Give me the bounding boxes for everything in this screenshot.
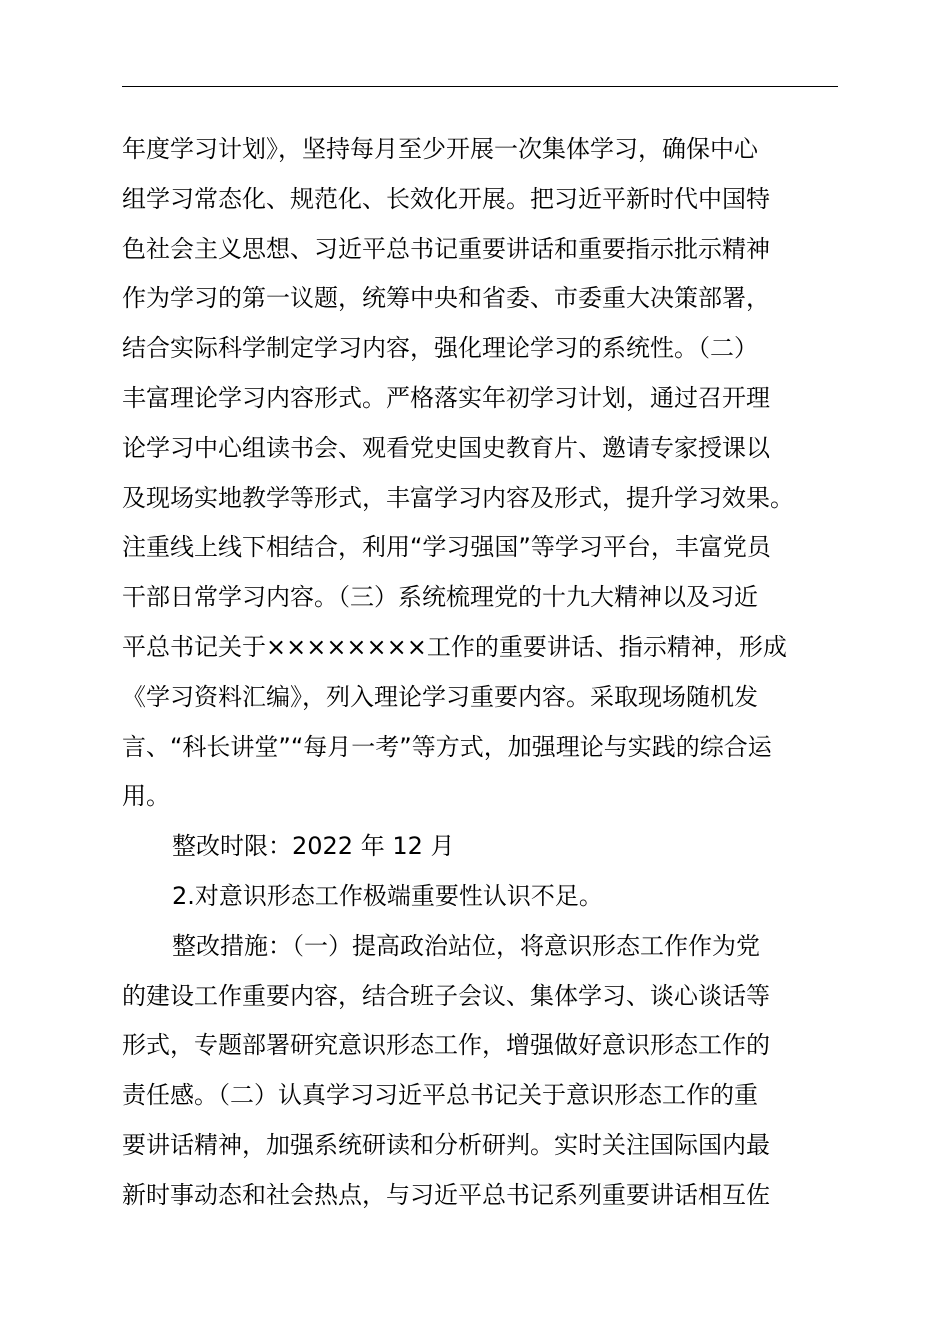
text-line: 的建设工作重要内容，结合班子会议、集体学习、谈心谈话等: [122, 981, 770, 1010]
text-line: 要讲话精神，加强系统研读和分析研判。实时关注国际国内最: [122, 1130, 770, 1159]
text-line: 年度学习计划》，坚持每月至少开展一次集体学习，确保中心: [122, 135, 758, 163]
measures-line: 整改措施：（一）提高政治站位，将意识形态工作作为党: [172, 931, 760, 960]
issue-heading: 2.对意识形态工作极端重要性认识不足。: [172, 881, 603, 910]
text-line: 作为学习的第一议题，统筹中央和省委、市委重大决策部署，: [122, 284, 770, 313]
deadline-line: 整改时限：2022 年 12 月: [172, 832, 455, 861]
text-line: 用。: [122, 782, 170, 811]
document-body: [122, 125, 838, 1221]
text-line: 平总书记关于××××××××工作的重要讲话、指示精神，形成: [122, 632, 787, 661]
text-line: 结合实际科学制定学习内容，强化理论学习的系统性。（二）: [122, 334, 758, 363]
header-rule: [122, 86, 838, 87]
text-line: 《学习资料汇编》，列入理论学习重要内容。采取现场随机发: [122, 682, 758, 711]
text-line: 及现场实地教学等形式，丰富学习内容及形式，提升学习效果。: [122, 483, 794, 512]
text-line: 形式，专题部署研究意识形态工作，增强做好意识形态工作的: [122, 1031, 770, 1060]
text-line: 言、“科长讲堂”“每月一考”等方式，加强理论与实践的综合运: [122, 732, 772, 761]
text-line: 丰富理论学习内容形式。严格落实年初学习计划，通过召开理: [122, 383, 770, 412]
text-line: 新时事动态和社会热点，与习近平总书记系列重要讲话相互佐: [122, 1180, 770, 1209]
text-line: 责任感。（二）认真学习习近平总书记关于意识形态工作的重: [122, 1081, 758, 1110]
text-line: 论学习中心组读书会、观看党史国史教育片、邀请专家授课以: [122, 433, 770, 462]
text-line: 色社会主义思想、习近平总书记重要讲话和重要指示批示精神: [122, 234, 770, 263]
text-line: 干部日常学习内容。（三）系统梳理党的十九大精神以及习近: [122, 583, 758, 612]
text-line: 注重线上线下相结合，利用“学习强国”等学习平台，丰富党员: [122, 533, 771, 562]
text-line: 组学习常态化、规范化、长效化开展。把习近平新时代中国特: [122, 184, 770, 213]
